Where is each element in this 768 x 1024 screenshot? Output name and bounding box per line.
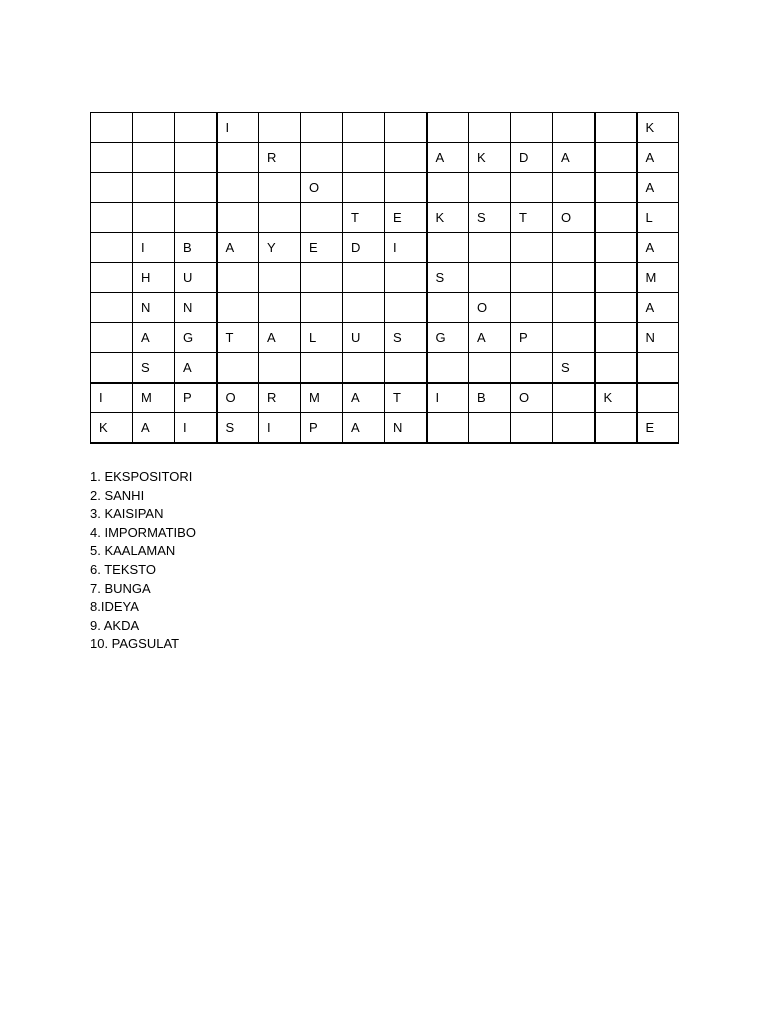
grid-cell — [301, 293, 343, 323]
grid-cell: P — [511, 323, 553, 353]
grid-cell — [427, 293, 469, 323]
grid-cell — [553, 263, 595, 293]
word-list-item: 2. SANHI — [90, 487, 145, 503]
grid-cell: P — [175, 383, 217, 413]
grid-row — [91, 293, 679, 323]
grid-cell — [427, 233, 469, 263]
grid-cell: N — [385, 413, 427, 443]
grid-cell — [385, 293, 427, 323]
grid-cell — [217, 203, 259, 233]
grid-cell — [469, 173, 511, 203]
grid-cell — [553, 413, 595, 443]
grid-cell — [133, 173, 175, 203]
grid-cell — [595, 143, 637, 173]
grid-row — [91, 233, 679, 263]
grid-cell — [511, 173, 553, 203]
grid-cell: N — [637, 323, 679, 353]
grid-row — [91, 173, 679, 203]
grid-cell — [175, 173, 217, 203]
grid-cell: O — [553, 203, 595, 233]
grid-cell: B — [469, 383, 511, 413]
grid-cell — [469, 353, 511, 383]
grid-cell: K — [91, 413, 133, 443]
grid-cell: A — [343, 383, 385, 413]
grid-cell — [217, 353, 259, 383]
grid-cell — [511, 263, 553, 293]
grid-cell — [175, 143, 217, 173]
word-list — [90, 468, 196, 654]
grid-cell: A — [637, 233, 679, 263]
word-list-item: 6. TEKSTO — [90, 561, 156, 577]
grid-cell — [595, 113, 637, 143]
grid-cell — [133, 203, 175, 233]
grid-cell: P — [301, 413, 343, 443]
grid-cell: T — [343, 203, 385, 233]
grid-cell: U — [175, 263, 217, 293]
grid-row — [91, 383, 679, 413]
grid-cell — [595, 233, 637, 263]
grid-cell — [553, 233, 595, 263]
grid-cell: I — [427, 383, 469, 413]
grid-cell: G — [175, 323, 217, 353]
grid-cell — [553, 173, 595, 203]
grid-cell — [427, 173, 469, 203]
grid-cell: K — [637, 113, 679, 143]
grid-cell: A — [133, 323, 175, 353]
grid-cell — [385, 353, 427, 383]
word-list-item: 9. AKDA — [90, 617, 140, 633]
grid-cell — [595, 353, 637, 383]
grid-cell — [343, 173, 385, 203]
grid-row — [91, 143, 679, 173]
grid-cell — [553, 293, 595, 323]
grid-cell — [175, 203, 217, 233]
grid-cell: A — [133, 413, 175, 443]
grid-cell: A — [259, 323, 301, 353]
grid-cell — [91, 353, 133, 383]
grid-cell: K — [427, 203, 469, 233]
grid-cell — [553, 113, 595, 143]
grid-cell — [301, 113, 343, 143]
grid-cell: E — [637, 413, 679, 443]
grid-cell: U — [343, 323, 385, 353]
grid-cell — [91, 233, 133, 263]
grid-cell: D — [511, 143, 553, 173]
grid-cell — [427, 353, 469, 383]
grid-cell — [301, 203, 343, 233]
grid-cell — [385, 263, 427, 293]
grid-cell: G — [427, 323, 469, 353]
grid-cell — [91, 323, 133, 353]
grid-cell: A — [343, 413, 385, 443]
grid-cell: E — [301, 233, 343, 263]
grid-cell: H — [133, 263, 175, 293]
grid-row — [91, 323, 679, 353]
grid-cell: I — [385, 233, 427, 263]
grid-cell — [511, 233, 553, 263]
grid-cell — [637, 353, 679, 383]
grid-cell — [91, 143, 133, 173]
grid-cell: L — [301, 323, 343, 353]
grid-cell — [301, 263, 343, 293]
grid-row — [91, 263, 679, 293]
grid-cell: T — [217, 323, 259, 353]
grid-cell — [175, 113, 217, 143]
grid-cell: A — [175, 353, 217, 383]
grid-row — [91, 353, 679, 383]
grid-cell — [91, 293, 133, 323]
grid-cell — [217, 143, 259, 173]
grid-cell: M — [637, 263, 679, 293]
grid-cell — [259, 293, 301, 323]
grid-cell — [637, 383, 679, 413]
grid-cell — [385, 173, 427, 203]
grid-cell — [259, 203, 301, 233]
grid-cell — [259, 263, 301, 293]
grid-cell — [511, 293, 553, 323]
grid-cell — [343, 353, 385, 383]
grid-cell — [469, 413, 511, 443]
grid-cell — [217, 263, 259, 293]
grid-cell: O — [301, 173, 343, 203]
grid-cell — [133, 143, 175, 173]
grid-cell — [217, 293, 259, 323]
grid-cell: S — [553, 353, 595, 383]
grid-cell — [343, 113, 385, 143]
crossword-grid-body — [91, 113, 679, 443]
grid-cell: A — [217, 233, 259, 263]
grid-cell — [427, 113, 469, 143]
word-list-item: 5. KAALAMAN — [90, 543, 176, 559]
grid-cell — [385, 143, 427, 173]
grid-cell: M — [133, 383, 175, 413]
grid-cell — [301, 353, 343, 383]
grid-cell: T — [385, 383, 427, 413]
grid-cell: A — [637, 143, 679, 173]
grid-cell: B — [175, 233, 217, 263]
grid-cell — [133, 113, 175, 143]
grid-cell — [91, 203, 133, 233]
grid-cell — [553, 323, 595, 353]
grid-cell — [595, 293, 637, 323]
grid-cell — [595, 263, 637, 293]
word-list-item: 8.IDEYA — [90, 599, 139, 615]
grid-cell — [91, 263, 133, 293]
grid-cell: K — [595, 383, 637, 413]
grid-cell: I — [175, 413, 217, 443]
grid-cell — [343, 293, 385, 323]
grid-cell — [301, 143, 343, 173]
grid-cell: I — [91, 383, 133, 413]
grid-row — [91, 113, 679, 143]
grid-cell — [511, 353, 553, 383]
grid-cell: A — [637, 293, 679, 323]
grid-cell: A — [553, 143, 595, 173]
grid-cell: K — [469, 143, 511, 173]
grid-cell: T — [511, 203, 553, 233]
word-list-item: 1. EKSPOSITORI — [90, 469, 193, 484]
grid-cell — [595, 323, 637, 353]
grid-cell: S — [385, 323, 427, 353]
grid-cell — [217, 173, 259, 203]
crossword-grid — [90, 112, 679, 444]
grid-cell: D — [343, 233, 385, 263]
grid-cell — [385, 113, 427, 143]
grid-cell: E — [385, 203, 427, 233]
grid-cell: A — [469, 323, 511, 353]
grid-cell: O — [469, 293, 511, 323]
grid-row — [91, 203, 679, 233]
word-list-item: 4. IMPORMATIBO — [90, 524, 196, 540]
grid-row — [91, 413, 679, 443]
grid-cell — [91, 173, 133, 203]
grid-cell: Y — [259, 233, 301, 263]
grid-cell: I — [259, 413, 301, 443]
grid-cell — [595, 173, 637, 203]
grid-cell — [259, 173, 301, 203]
word-list-item: 3. KAISIPAN — [90, 506, 164, 522]
grid-cell: S — [469, 203, 511, 233]
grid-cell: L — [637, 203, 679, 233]
grid-cell: O — [511, 383, 553, 413]
grid-cell — [259, 113, 301, 143]
grid-cell: S — [427, 263, 469, 293]
grid-cell — [259, 353, 301, 383]
grid-cell — [469, 263, 511, 293]
grid-cell: O — [217, 383, 259, 413]
grid-cell: A — [637, 173, 679, 203]
grid-cell: A — [427, 143, 469, 173]
grid-cell — [469, 113, 511, 143]
grid-cell — [427, 413, 469, 443]
word-list-item: 7. BUNGA — [90, 580, 151, 596]
grid-cell — [595, 413, 637, 443]
grid-cell — [595, 203, 637, 233]
grid-cell — [511, 413, 553, 443]
grid-cell: N — [133, 293, 175, 323]
grid-cell: R — [259, 143, 301, 173]
grid-cell: R — [259, 383, 301, 413]
grid-cell: I — [133, 233, 175, 263]
grid-cell: S — [217, 413, 259, 443]
grid-cell — [343, 143, 385, 173]
grid-cell — [91, 113, 133, 143]
grid-cell — [343, 263, 385, 293]
grid-cell — [469, 233, 511, 263]
grid-cell: N — [175, 293, 217, 323]
grid-cell — [511, 113, 553, 143]
grid-cell: I — [217, 113, 259, 143]
grid-cell: M — [301, 383, 343, 413]
grid-cell — [553, 383, 595, 413]
grid-cell: S — [133, 353, 175, 383]
word-list-item: 10. PAGSULAT — [90, 636, 180, 652]
